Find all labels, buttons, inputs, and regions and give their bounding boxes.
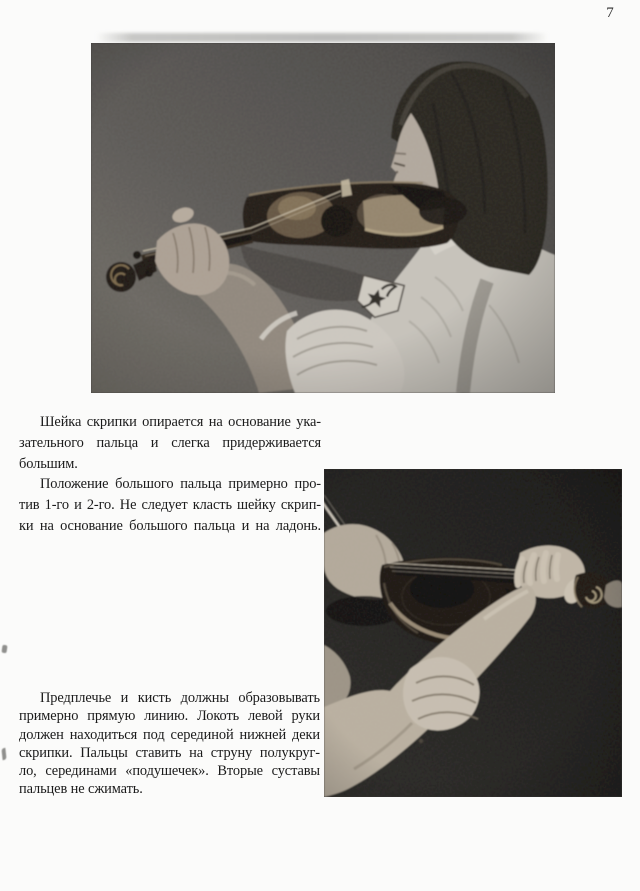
scan-artifact <box>1 645 7 654</box>
text-block-forearm-position <box>19 689 320 799</box>
text-line: Предплечье и кисть должны образовывать <box>40 690 320 706</box>
page-number: 7 <box>606 5 614 21</box>
text-line: большим. <box>19 455 78 472</box>
text-line: пальцев не сжимать. <box>19 781 143 798</box>
photo-bottom-illustration <box>324 469 622 797</box>
scan-smudge <box>96 33 548 42</box>
scan-artifact <box>1 748 6 760</box>
photo-violin-hold-side-view <box>91 43 555 393</box>
text-line: Шейка скрипки опирается на основание ука- <box>40 414 321 430</box>
text-line: тив 1-го и 2-го. Не следует класть шейку скрип- <box>19 497 321 514</box>
text-line: Положение большого пальца примерно про- <box>40 476 321 493</box>
photo-top-illustration <box>91 43 555 393</box>
text-line: зательного пальца и слегка придерживается <box>19 434 321 451</box>
text-line: ки на основание большого пальца и на ладонь. <box>19 517 321 534</box>
text-line: скрипки. Пальцы ставить на струну полукруг- <box>19 744 320 761</box>
text-block-neck-grip <box>19 412 321 537</box>
text-line: примерно прямую линию. Локоть левой руки <box>19 708 320 725</box>
text-line: ло, серединами «подушечек». Вторые суставы <box>19 763 320 780</box>
text-line: должен находиться под серединой нижней деки <box>19 726 320 743</box>
photo-left-hand-closeup <box>324 469 622 797</box>
